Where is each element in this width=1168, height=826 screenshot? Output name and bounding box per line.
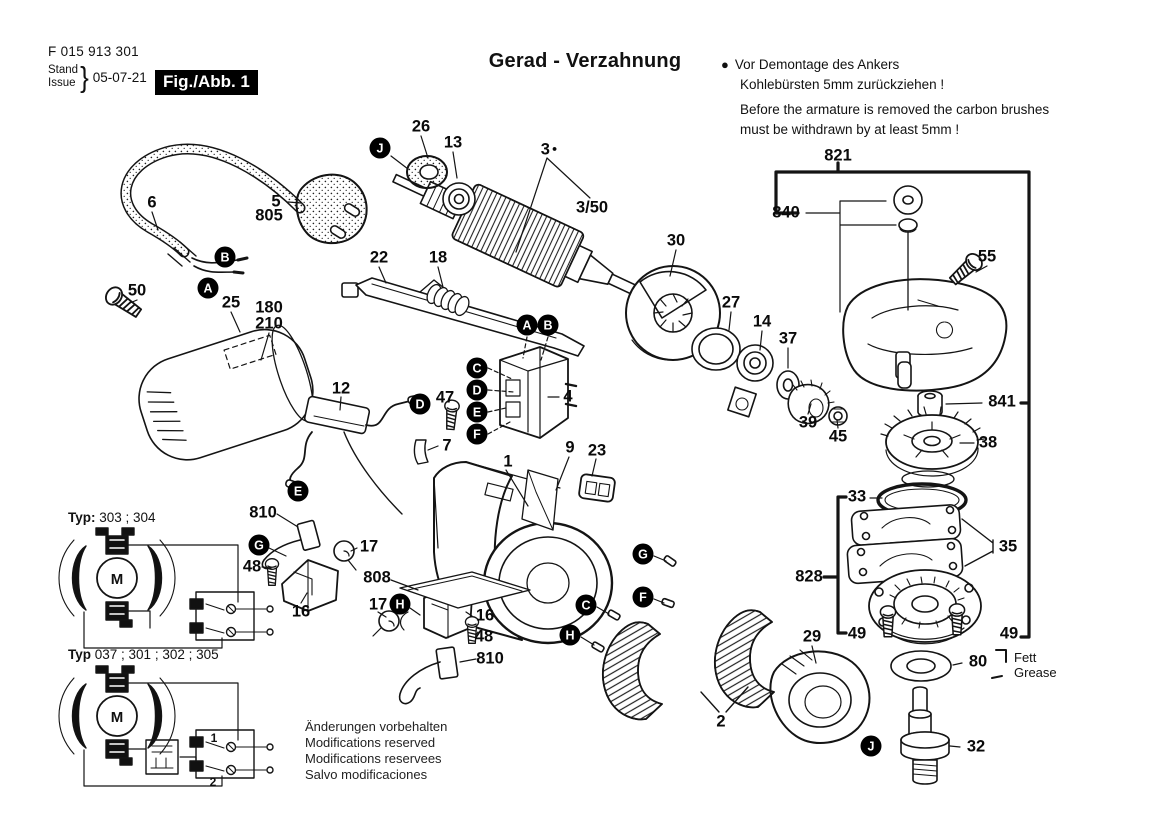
service-notice [721, 55, 1049, 140]
letter-badge-C: C [576, 595, 597, 616]
motor-cover [128, 319, 324, 471]
modification-notes [305, 719, 447, 783]
circuit2-type-prefix: Typ [68, 647, 91, 662]
part-label-3: 3 ● [540, 140, 558, 159]
part-label-48: 48 [474, 627, 494, 646]
note-en: Modifications reserved [305, 735, 436, 750]
part-label-35: 35 [998, 537, 1018, 556]
part-label-180: 180 [255, 298, 283, 317]
grease-note [1014, 650, 1057, 680]
part-label-805: 805 [255, 206, 283, 225]
circuit2-terminal-2: 2 [209, 775, 217, 789]
note-de: Änderungen vorbehalten [305, 719, 448, 734]
part-label-840: 840 [772, 203, 800, 222]
part-label-1: 1 [503, 452, 513, 471]
notice-bullet-icon: ● [721, 57, 729, 72]
switch-slider-23 [578, 474, 615, 502]
part-label-26: 26 [411, 117, 431, 136]
part-label-29: 29 [802, 627, 822, 646]
wedge-block [728, 387, 756, 417]
circuit1-type-prefix: Typ: [68, 510, 96, 525]
part-label-821: 821 [824, 146, 852, 165]
letter-badge-H: H [390, 594, 411, 615]
part-label-37: 37 [778, 329, 798, 348]
letter-badge-D: D [410, 394, 431, 415]
notice-en-line2: must be withdrawn by at least 5mm ! [740, 122, 960, 137]
stand-issue-block [48, 60, 147, 94]
spindle-32 [901, 687, 949, 784]
issue-date: 05-07-21 [92, 69, 147, 85]
circuit1-type-label [68, 510, 156, 525]
clip-7 [414, 440, 428, 464]
part-label-27: 27 [721, 293, 741, 312]
part-label-828: 828 [795, 567, 823, 586]
part-label-16: 16 [291, 602, 311, 621]
circuit-diagram-1 [59, 528, 273, 648]
part-label-9: 9 [565, 438, 575, 457]
letter-badge-J: J [370, 138, 391, 159]
page-title: Gerad - Verzahnung [488, 50, 682, 72]
letter-badge-E: E [288, 481, 309, 502]
brace-glyph: } [80, 60, 89, 94]
letter-badge-J: J [861, 736, 882, 757]
part-label-23: 23 [587, 441, 607, 460]
washer-80 [891, 651, 951, 681]
grease-note-de: Fett [1014, 650, 1037, 665]
circuit2-terminal-1: 1 [210, 731, 218, 745]
letter-badge-F: F [467, 424, 488, 445]
figure-number-box: Fig./Abb. 1 [155, 70, 258, 95]
bevel-gear-38 [881, 407, 984, 487]
letter-badge-A: A [198, 278, 219, 299]
part-label-39: 39 [798, 413, 818, 432]
screw-48-left [265, 559, 278, 586]
notice-en-line1: Before the armature is removed the carbon brushes [740, 102, 1050, 117]
part-label-841: 841 [988, 392, 1016, 411]
part-label-17: 17 [359, 537, 379, 556]
grease-note-en: Grease [1014, 665, 1057, 680]
part-label-45: 45 [828, 427, 848, 446]
part-label-25: 25 [221, 293, 241, 312]
part-label-4: 4 [563, 387, 573, 406]
letter-badge-F: F [633, 587, 654, 608]
part-label-49: 49 [999, 624, 1019, 643]
ring-27 [692, 328, 740, 370]
circuit1-type-numbers: 303 ; 304 [99, 510, 156, 525]
part-label-210: 210 [255, 314, 283, 333]
part-label-47: 47 [435, 388, 455, 407]
ball-bearing-14 [737, 345, 773, 381]
part-label-18: 18 [428, 248, 448, 267]
note-es: Salvo modificaciones [305, 767, 428, 782]
part-label-16: 16 [475, 606, 495, 625]
letter-badge-D: D [467, 380, 488, 401]
letter-badge-E: E [467, 402, 488, 423]
notice-de-line1: Vor Demontage des Ankers [734, 57, 900, 72]
letter-badge-H: H [560, 625, 581, 646]
issue-label: Issue [48, 77, 76, 89]
part-label-22: 22 [369, 248, 389, 267]
letter-badge-G: G [249, 535, 270, 556]
part-label-6: 6 [147, 193, 157, 212]
part-label-12: 12 [331, 379, 351, 398]
guard [770, 650, 869, 743]
circuit2-type-label [68, 647, 219, 662]
part-label-32: 32 [966, 737, 986, 756]
part-label-38: 38 [978, 433, 998, 452]
part-label-50: 50 [127, 281, 147, 300]
gear-head-cover [843, 279, 1006, 390]
part-label-14: 14 [752, 312, 772, 331]
letter-badge-A: A [517, 315, 538, 336]
circuit1-motor-label: M [110, 571, 124, 588]
letter-badge-C: C [467, 358, 488, 379]
part-label-48: 48 [242, 557, 262, 576]
notice-de-line2: Kohlebürsten 5mm zurückziehen ! [740, 77, 945, 92]
letter-badge-B: B [538, 315, 559, 336]
sticker [522, 470, 558, 530]
part-label-33: 33 [847, 487, 867, 506]
part-label-80: 80 [968, 652, 988, 671]
power-plug [297, 175, 367, 244]
bullet-dot: ● [551, 143, 558, 154]
stand-label: Stand [48, 64, 79, 76]
part-label-808: 808 [363, 568, 391, 587]
part-label-810: 810 [476, 649, 504, 668]
field-stator [591, 555, 774, 719]
circuit-diagram-2 [59, 666, 273, 789]
part-label-5: 5 [271, 192, 281, 211]
circuit2-type-numbers: 037 ; 301 ; 302 ; 305 [94, 647, 219, 662]
part-label-17: 17 [368, 595, 388, 614]
nut-45 [829, 407, 847, 425]
document-number: F 015 913 301 [48, 44, 139, 59]
felt-ring [407, 156, 447, 188]
part-label-7: 7 [442, 436, 452, 455]
part-label-13: 13 [443, 133, 463, 152]
letter-badge-G: G [633, 544, 654, 565]
part-label-2: 2 [716, 712, 726, 731]
note-fr: Modifications reservees [305, 751, 442, 766]
part-label-30: 30 [666, 231, 686, 250]
part-label-810: 810 [249, 503, 277, 522]
circuit2-motor-label: M [110, 709, 124, 726]
ball-bearing-13 [443, 183, 475, 215]
letter-badge-B: B [215, 247, 236, 268]
part-label-49: 49 [847, 624, 867, 643]
part-label-3-50: 3/50 [575, 198, 609, 217]
part-label-55: 55 [977, 247, 997, 266]
